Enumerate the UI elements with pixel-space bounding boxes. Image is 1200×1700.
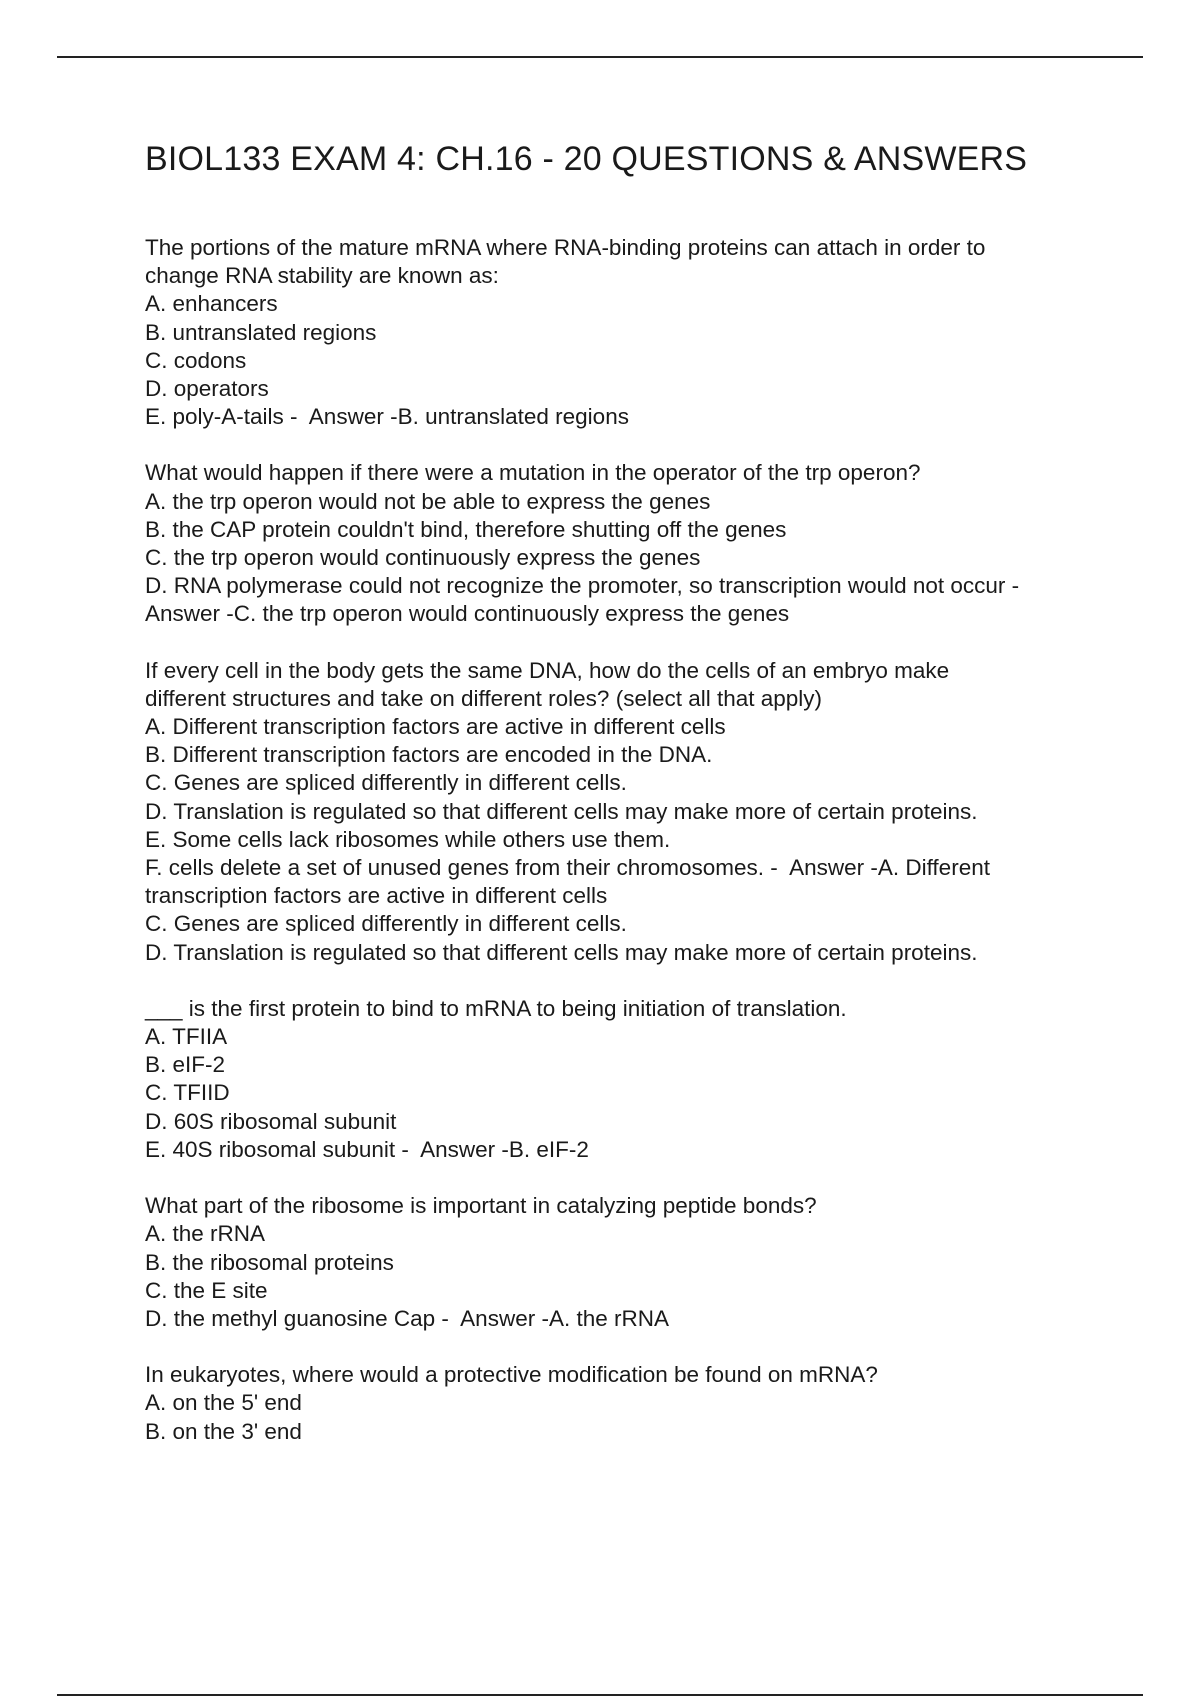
qa-line: D. the methyl guanosine Cap - Answer -A. the rRNA (145, 1305, 669, 1331)
qa-list (145, 234, 1105, 1446)
question-text: ___ is the first protein to bind to mRNA to being initiation of translation. (145, 995, 847, 1021)
qa-block (145, 1361, 1105, 1446)
qa-line: D. operators (145, 376, 269, 402)
qa-block (145, 1192, 1105, 1333)
qa-line: B. eIF-2 (145, 1052, 226, 1078)
qa-block (145, 459, 1105, 628)
question-text: What part of the ribosome is important in catalyzing peptide bonds? (145, 1193, 817, 1219)
top-divider (57, 56, 1143, 58)
qa-line: C. codons (145, 347, 247, 373)
page-title: BIOL133 EXAM 4: CH.16 - 20 QUESTIONS & ANSWERS (145, 140, 1028, 178)
qa-line: C. the E site (145, 1277, 268, 1303)
qa-line: transcription factors are active in different cells (145, 883, 608, 909)
qa-line: E. 40S ribosomal subunit - Answer -B. eIF-2 (145, 1136, 589, 1162)
qa-block (145, 995, 1105, 1164)
qa-line: E. poly-A-tails - Answer -B. untranslated regions (145, 404, 629, 430)
qa-line: C. Genes are spliced differently in different cells. (145, 911, 627, 937)
qa-line: B. the ribosomal proteins (145, 1249, 394, 1275)
qa-line: A. Different transcription factors are active in different cells (145, 714, 726, 740)
question-text: The portions of the mature mRNA where RNA-binding proteins can attach in order to (145, 235, 986, 260)
qa-block (145, 657, 1105, 967)
qa-line: F. cells delete a set of unused genes from their chromosomes. - Answer -A. Different (145, 855, 990, 881)
question-text: In eukaryotes, where would a protective modification be found on mRNA? (145, 1362, 878, 1388)
qa-line: B. the CAP protein couldn't bind, therefore shutting off the genes (145, 516, 787, 542)
question-text: What would happen if there were a mutation in the operator of the trp operon? (145, 460, 921, 486)
qa-line: D. Translation is regulated so that different cells may make more of certain proteins. (145, 939, 978, 965)
qa-line: A. TFIIA (145, 1024, 228, 1050)
qa-line: change RNA stability are known as: (145, 263, 499, 289)
document-page (145, 140, 1105, 1474)
qa-line: B. untranslated regions (145, 319, 377, 345)
qa-line: B. on the 3' end (145, 1418, 302, 1444)
bottom-divider (57, 1694, 1143, 1696)
qa-line: A. the trp operon would not be able to express the genes (145, 488, 711, 514)
qa-line: Answer -C. the trp operon would continuously express the genes (145, 601, 790, 627)
qa-line: D. RNA polymerase could not recognize the promoter, so transcription would not occur - (145, 573, 1020, 599)
qa-line: D. 60S ribosomal subunit (145, 1108, 397, 1134)
qa-line: C. TFIID (145, 1080, 230, 1106)
qa-block (145, 234, 1105, 431)
qa-line: different structures and take on different roles? (select all that apply) (145, 685, 823, 711)
qa-line: A. the rRNA (145, 1221, 266, 1247)
qa-line: B. Different transcription factors are encoded in the DNA. (145, 742, 713, 768)
qa-line: C. Genes are spliced differently in different cells. (145, 770, 627, 796)
qa-line: A. on the 5' end (145, 1390, 302, 1416)
qa-line: E. Some cells lack ribosomes while others use them. (145, 826, 671, 852)
question-text: If every cell in the body gets the same DNA, how do the cells of an embryo make (145, 657, 950, 683)
qa-line: C. the trp operon would continuously express the genes (145, 545, 701, 571)
qa-line: A. enhancers (145, 291, 278, 317)
qa-line: D. Translation is regulated so that different cells may make more of certain proteins. (145, 798, 978, 824)
